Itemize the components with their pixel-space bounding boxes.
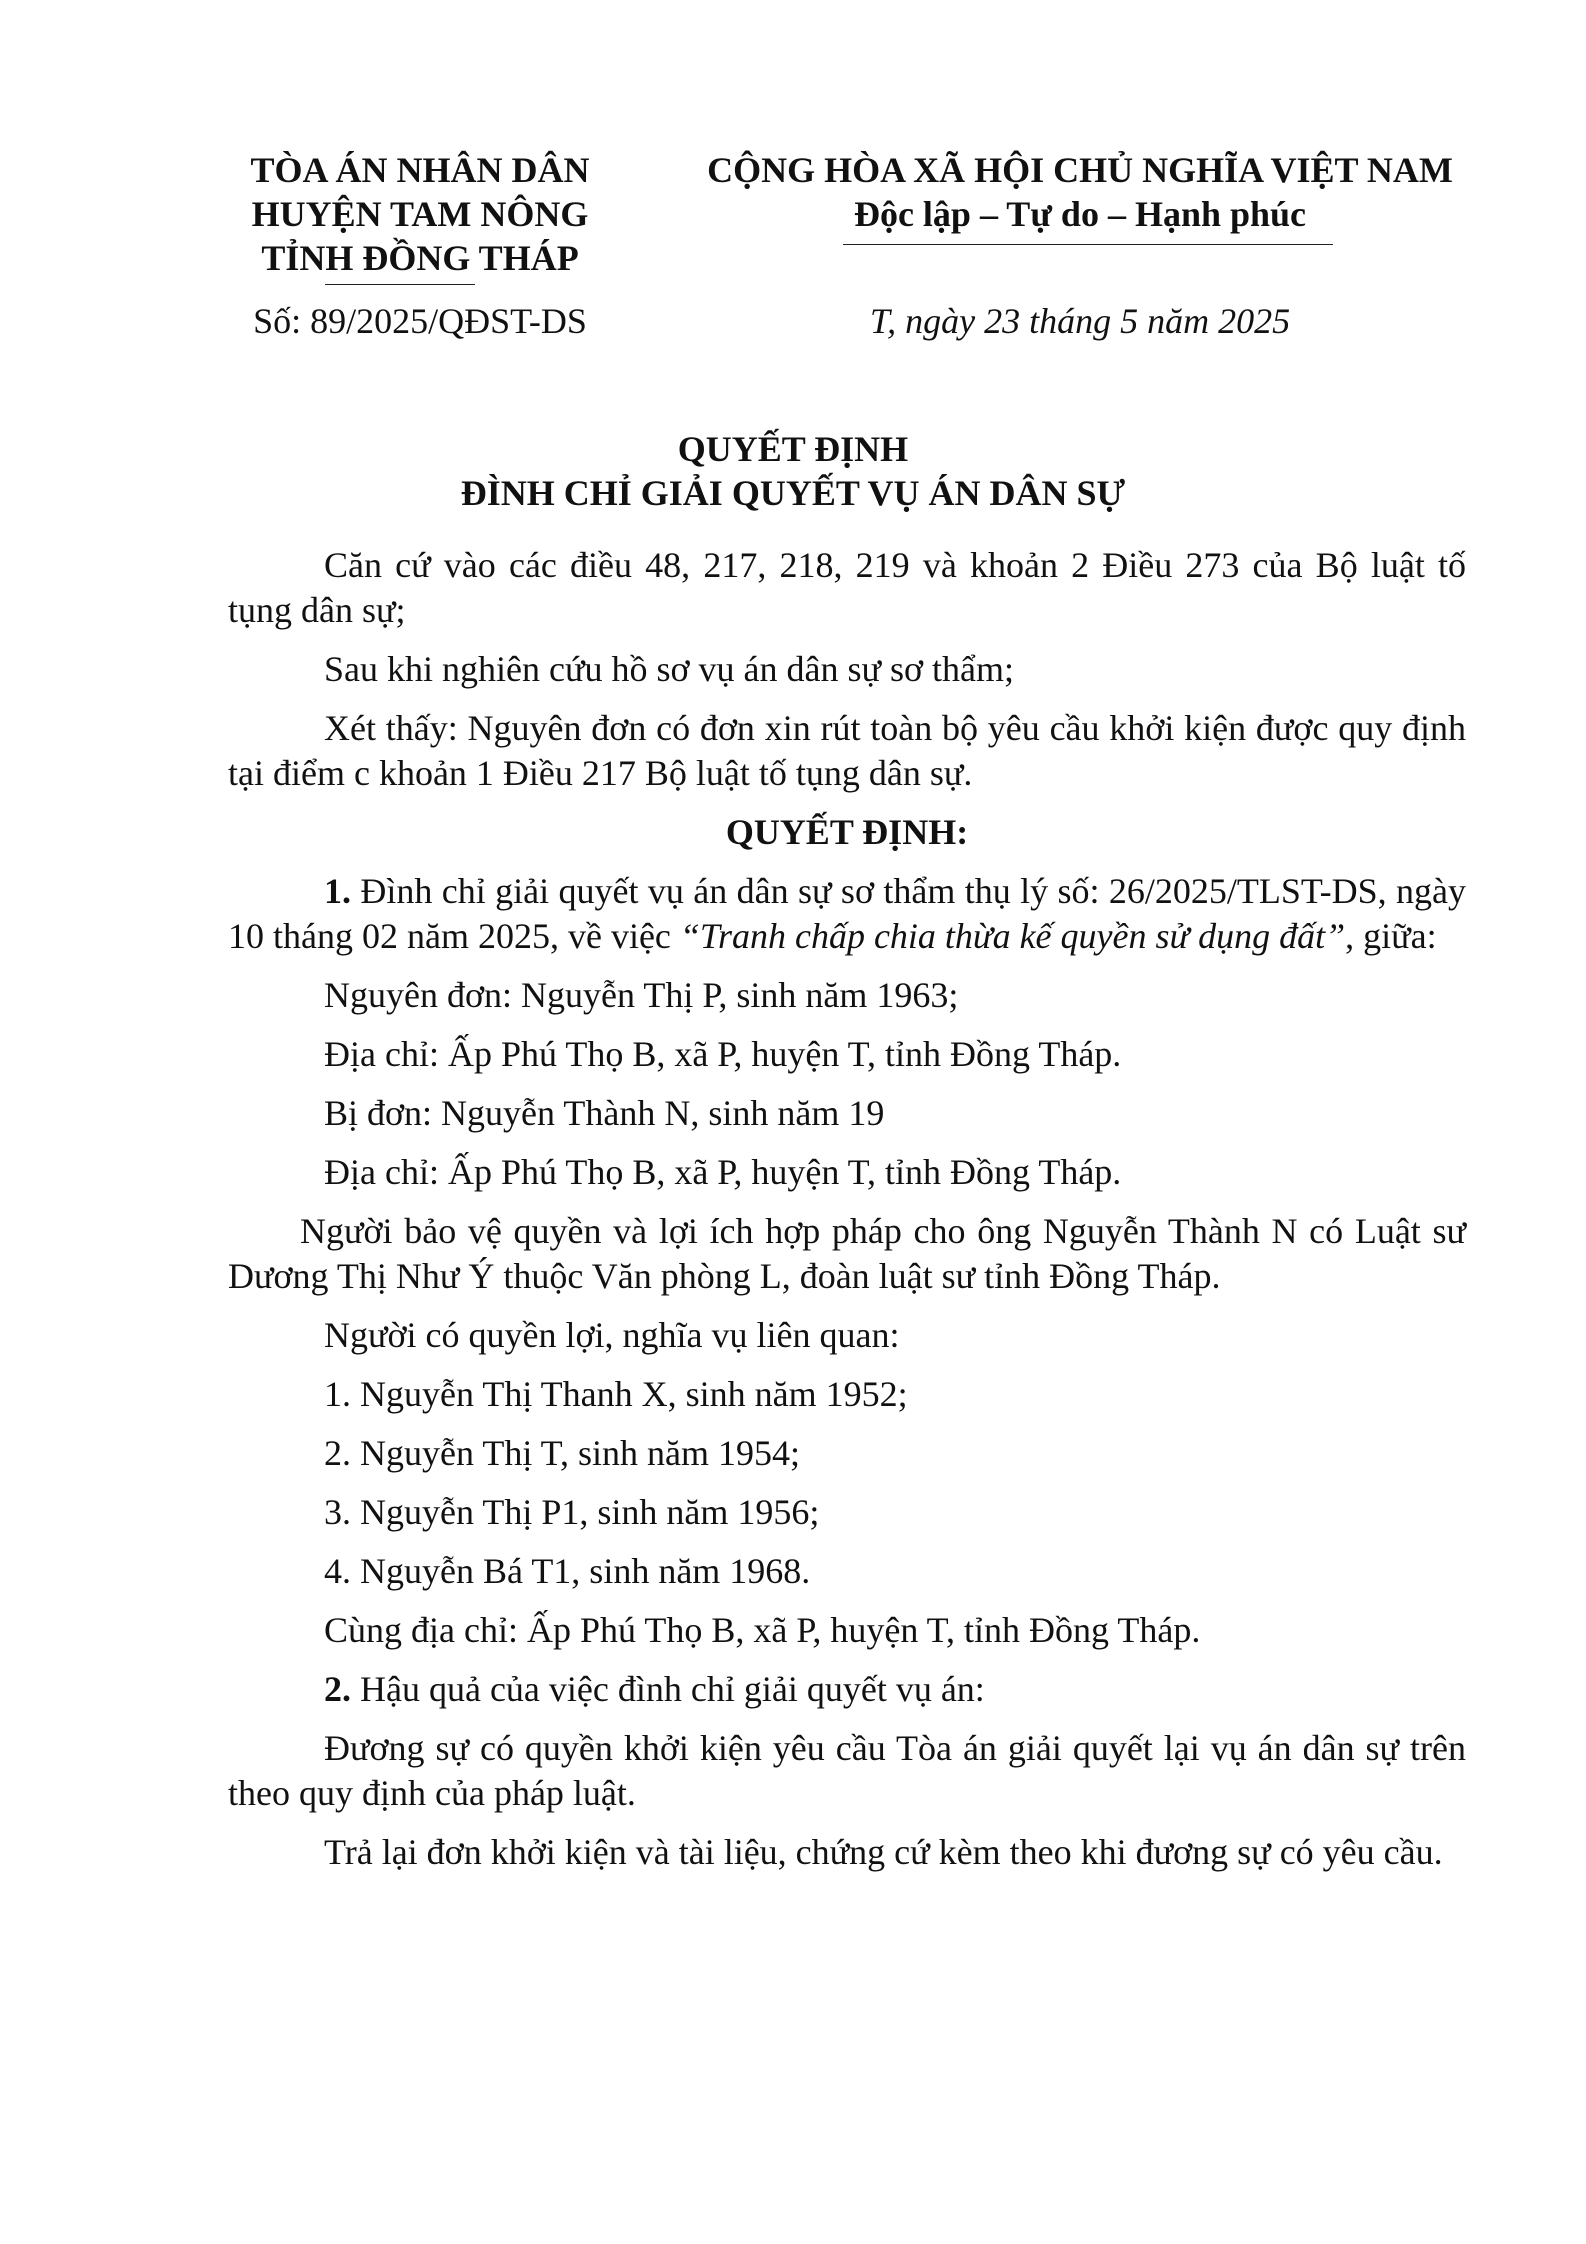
- plaintiff-address: Địa chỉ: Ấp Phú Thọ B, xã P, huyện T, tỉnh Đồng Tháp.: [324, 1034, 1122, 1074]
- decision-item-2: [228, 1667, 1466, 1712]
- finding-paragraph: Xét thấy: Nguyên đơn có đơn xin rút toàn bộ yêu cầu khởi kiện được quy định tại điểm c khoản 1 Điều 217 Bộ luật tố tụng dân sự.: [228, 708, 1466, 793]
- case-subject: “Tranh chấp chia thừa kế quyền sử dụng đất”: [679, 916, 1346, 956]
- item-1-tail: , giữa:: [1345, 916, 1437, 956]
- document-date: T, ngày 23 tháng 5 năm 2025: [869, 301, 1291, 341]
- nation-name: CỘNG HÒA XÃ HỘI CHỦ NGHĨA VIỆT NAM: [707, 150, 1453, 190]
- court-name-line2: HUYỆN TAM NÔNG: [251, 194, 589, 234]
- item-1-number: 1.: [324, 871, 351, 911]
- related-parties-address: Cùng địa chỉ: Ấp Phú Thọ B, xã P, huyện T, tỉnh Đồng Tháp.: [324, 1610, 1201, 1650]
- decision-heading: QUYẾT ĐỊNH:: [725, 812, 969, 852]
- national-motto: Độc lập – Tự do – Hạnh phúc: [853, 194, 1307, 234]
- court-name-line3: TỈNH ĐỒNG THÁP: [261, 238, 579, 278]
- defendant-address: Địa chỉ: Ấp Phú Thọ B, xã P, huyện T, tỉnh Đồng Tháp.: [324, 1152, 1122, 1192]
- protector-paragraph: Người bảo vệ quyền và lợi ích hợp pháp cho ông Nguyễn Thành N có Luật sư Dương Thị Như Ý thuộc Văn phòng L, đoàn luật sư tỉnh Đồng Tháp.: [228, 1211, 1466, 1296]
- item-1-text: Đình chỉ giải quyết vụ án dân sự sơ thẩm thụ lý số: 26/2025/TLST-DS, ngày 10 tháng 02 năm 2025, về việc: [228, 871, 1466, 956]
- consequence-paragraph-2: Trả lại đơn khởi kiện và tài liệu, chứng cứ kèm theo khi đương sự có yêu cầu.: [324, 1832, 1443, 1872]
- document-title: [0, 427, 1586, 515]
- item-2-text: Hậu quả của việc đình chỉ giải quyết vụ án:: [351, 1669, 985, 1709]
- review-paragraph: Sau khi nghiên cứu hồ sơ vụ án dân sự sơ thẩm;: [324, 649, 1015, 689]
- national-header: [680, 148, 1480, 236]
- related-party-item: 2. Nguyễn Thị T, sinh năm 1954;: [324, 1433, 800, 1473]
- related-party-item: 4. Nguyễn Bá T1, sinh năm 1968.: [324, 1551, 811, 1591]
- court-header-underline: [325, 284, 475, 285]
- related-parties-heading: Người có quyền lợi, nghĩa vụ liên quan:: [324, 1315, 900, 1355]
- decision-item-1: [228, 869, 1466, 959]
- motto-underline: [843, 244, 1333, 245]
- defendant-line: Bị đơn: Nguyễn Thành N, sinh năm 19: [324, 1093, 885, 1133]
- document-number: Số: 89/2025/QĐST-DS: [253, 301, 587, 341]
- consequence-paragraph-1: Đương sự có quyền khởi kiện yêu cầu Tòa án giải quyết lại vụ án dân sự trên theo quy định của pháp luật.: [228, 1728, 1466, 1813]
- plaintiff-line: Nguyên đơn: Nguyễn Thị P, sinh năm 1963;: [324, 975, 959, 1015]
- item-2-number: 2.: [324, 1669, 351, 1709]
- title-line2: ĐÌNH CHỈ GIẢI QUYẾT VỤ ÁN DÂN SỰ: [460, 473, 1126, 513]
- document-body: [228, 543, 1466, 1889]
- court-name-line1: TÒA ÁN NHÂN DÂN: [250, 150, 590, 190]
- title-line1: QUYẾT ĐỊNH: [677, 429, 909, 469]
- legal-basis-paragraph: Căn cứ vào các điều 48, 217, 218, 219 và khoản 2 Điều 273 của Bộ luật tố tụng dân sự;: [228, 545, 1466, 630]
- related-party-item: 1. Nguyễn Thị Thanh X, sinh năm 1952;: [324, 1374, 908, 1414]
- related-party-item: 3. Nguyễn Thị P1, sinh năm 1956;: [324, 1492, 820, 1532]
- court-header: [180, 148, 660, 280]
